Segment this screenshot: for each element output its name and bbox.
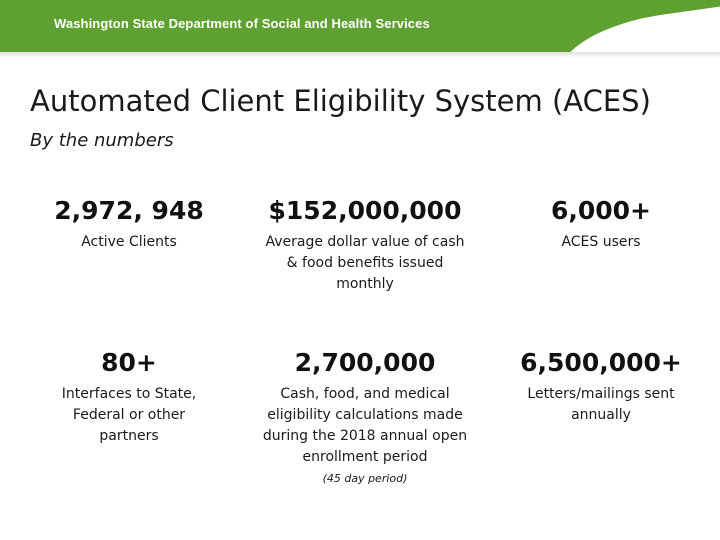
stat-interfaces [14, 348, 244, 447]
page-title: Automated Client Eligibility System (ACES) [30, 84, 651, 118]
stat-label: ACES users [561, 234, 641, 250]
stat-eligibility-calculations [250, 348, 480, 485]
header-banner [0, 0, 720, 52]
stat-label: Letters/mailings sent annually [527, 386, 675, 423]
stat-active-clients [14, 196, 244, 253]
stat-value: $152,000,000 [268, 196, 462, 225]
stat-note: (45 day period) [322, 472, 408, 485]
stat-label: Average dollar value of cash & food benefits issued monthly [265, 234, 465, 292]
stat-letters-mailings [486, 348, 716, 426]
stat-value: 2,700,000 [294, 348, 436, 377]
header-shadow [0, 52, 720, 58]
stat-value: 80+ [101, 348, 157, 377]
page-subtitle: By the numbers [30, 130, 174, 151]
stat-aces-users [486, 196, 716, 253]
stat-label: Active Clients [81, 234, 177, 250]
org-name: Washington State Department of Social and Health Services [54, 16, 430, 31]
stat-value: 2,972, 948 [54, 196, 204, 225]
stat-label: Interfaces to State, Federal or other partners [61, 386, 197, 444]
stat-benefits-issued [250, 196, 480, 295]
stat-value: 6,000+ [550, 196, 652, 225]
stat-label: Cash, food, and medical eligibility calculations made during the 2018 annual open enrollment period [262, 386, 468, 465]
stat-value: 6,500,000+ [520, 348, 682, 377]
